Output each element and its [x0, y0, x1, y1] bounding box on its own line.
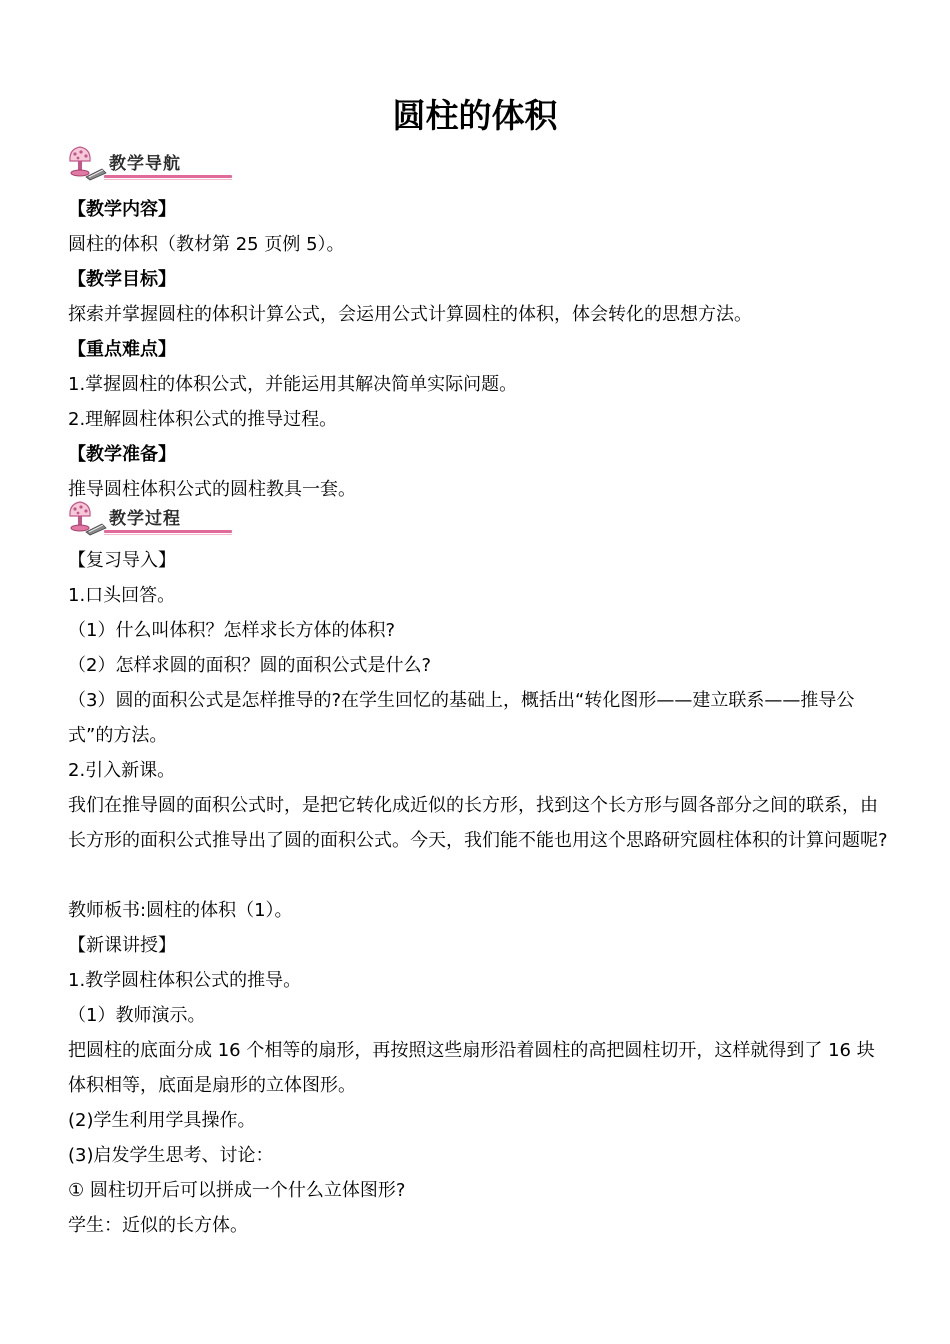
paragraph-board: 教师板书:圆柱的体积（1）。 — [68, 900, 293, 921]
section-banner-process — [62, 498, 222, 538]
banner-label: 教学导航 — [109, 154, 181, 174]
heading-new: 【新课讲授】 — [68, 935, 176, 956]
page-title: 圆柱的体积 — [392, 96, 558, 135]
heading-key: 【重点难点】 — [68, 339, 176, 360]
lamp-book-icon — [62, 498, 108, 538]
paragraph-new-s1-text: 把圆柱的底面分成 16 个相等的扇形，再按照这些扇形沿着圆柱的高把圆柱切开，这样就得到了 16 块体积相等，底面是扇形的立体图形。 — [68, 1040, 875, 1096]
banner-underline — [104, 530, 232, 533]
heading-prep: 【教学准备】 — [68, 444, 176, 465]
heading-review: 【复习导入】 — [68, 550, 176, 571]
banner-underline-thin — [104, 534, 232, 535]
paragraph-review-2-text: 我们在推导圆的面积公式时，是把它转化成近似的长方形，找到这个长方形与圆各部分之间的联系，由长方形的面积公式推导出了圆的面积公式。今天，我们能不能也用这个思路研究圆柱体积的计算问题呢? — [68, 795, 888, 851]
banner-label: 教学过程 — [109, 509, 181, 529]
section-banner-guide — [62, 143, 222, 183]
paragraph-key-2: 2.理解圆柱体积公式的推导过程。 — [68, 409, 338, 430]
paragraph-new-s3-a1: 学生：近似的长方体。 — [68, 1215, 248, 1236]
paragraph-new-s1: （1）教师演示。 — [68, 1005, 206, 1026]
paragraph-new-s3-q1: ① 圆柱切开后可以拼成一个什么立体图形? — [68, 1180, 406, 1201]
heading-content: 【教学内容】 — [68, 199, 176, 220]
paragraph-review-1: 1.口头回答。 — [68, 585, 176, 606]
paragraph-review-q1: （1）什么叫体积？怎样求长方体的体积? — [68, 620, 396, 641]
lamp-book-icon — [62, 143, 108, 183]
paragraph-review-q3: （3）圆的面积公式是怎样推导的?在学生回忆的基础上，概括出“转化图形——建立联系——推导公式”的方法。 — [68, 690, 855, 746]
banner-underline — [104, 175, 232, 178]
paragraph-review-2: 2.引入新课。 — [68, 760, 176, 781]
paragraph-goal: 探索并掌握圆柱的体积计算公式，会运用公式计算圆柱的体积，体会转化的思想方法。 — [68, 304, 752, 325]
paragraph-review-q2: （2）怎样求圆的面积？圆的面积公式是什么? — [68, 655, 432, 676]
heading-goal: 【教学目标】 — [68, 269, 176, 290]
banner-underline-thin — [104, 179, 232, 180]
paragraph-content: 圆柱的体积（教材第 25 页例 5）。 — [68, 234, 345, 255]
paragraph-new-s3: (3)启发学生思考、讨论： — [68, 1145, 274, 1166]
paragraph-new-1: 1.教学圆柱体积公式的推导。 — [68, 970, 302, 991]
paragraph-new-s2: (2)学生利用学具操作。 — [68, 1110, 256, 1131]
paragraph-prep: 推导圆柱体积公式的圆柱教具一套。 — [68, 479, 356, 500]
paragraph-key-1: 1.掌握圆柱的体积公式，并能运用其解决简单实际问题。 — [68, 374, 518, 395]
